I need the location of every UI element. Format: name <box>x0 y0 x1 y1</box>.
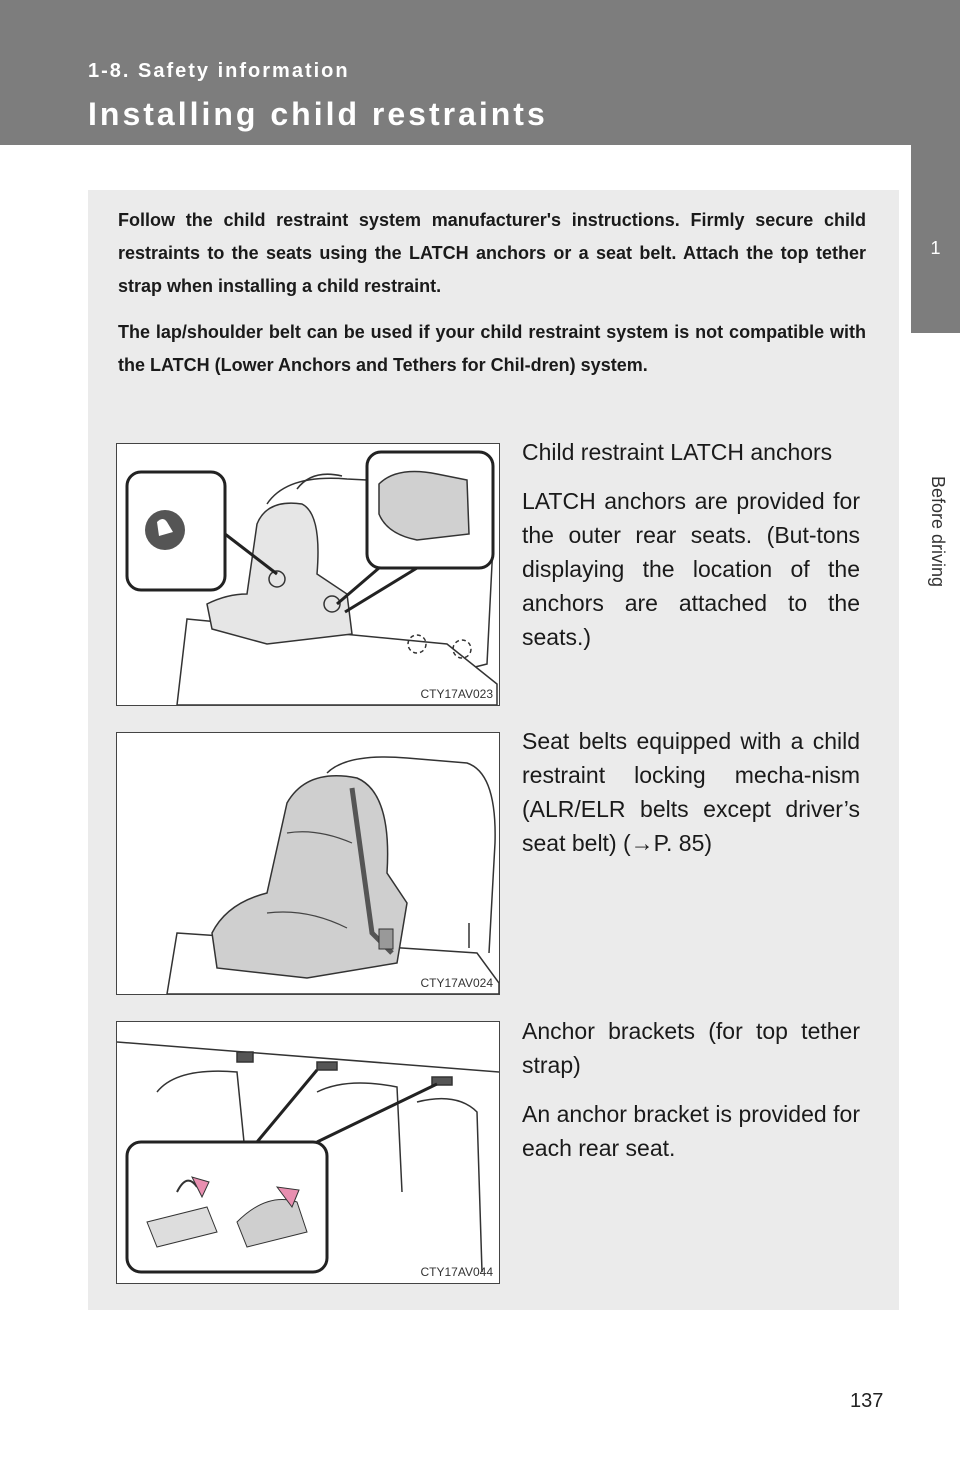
figure-code: CTY17AV044 <box>420 1265 493 1279</box>
item-3-text: An anchor bracket is provided for each rear seat. <box>522 1101 860 1161</box>
figure-seat-belt-child-seat <box>116 732 500 995</box>
item-1-heading: Child restraint LATCH anchors <box>522 439 833 465</box>
item-2-text: Seat belts equipped with a child restraint locking mecha-nism (ALR/ELR belts except driver’s seat belt) (→P. 85) <box>522 728 860 856</box>
anchor-brackets-illustration <box>117 1022 499 1283</box>
chapter-tab-number: 1 <box>930 238 941 258</box>
intro-paragraph-1: Follow the child restraint system manufacturer's instructions. Firmly secure child restraints to the seats using the LATCH anchors or a seat belt. Attach the top tether strap when installing a child restraint. <box>118 210 866 296</box>
chapter-label: Before driving <box>928 475 948 588</box>
page-title: Installing child restraints <box>88 96 548 132</box>
item-3-heading: Anchor brackets (for top tether strap) <box>522 1018 860 1078</box>
latch-anchors-illustration <box>117 444 499 705</box>
figure-code: CTY17AV024 <box>420 976 493 990</box>
section-label: 1-8. Safety information <box>88 60 350 82</box>
figure-anchor-brackets <box>116 1021 500 1284</box>
page-number: 137 <box>850 1390 884 1412</box>
seat-belt-illustration <box>117 733 499 994</box>
intro-paragraph-2: The lap/shoulder belt can be used if your child restraint system is not compatible with the LATCH (Lower Anchors and Tethers for Chil-dren) system. <box>118 322 866 375</box>
figure-code: CTY17AV023 <box>420 687 493 701</box>
figure-latch-anchors <box>116 443 500 706</box>
item-1-text: LATCH anchors are provided for the outer rear seats. (But-tons displaying the location of the anchors are attached to the seats.) <box>522 488 860 650</box>
page-header <box>0 0 960 145</box>
